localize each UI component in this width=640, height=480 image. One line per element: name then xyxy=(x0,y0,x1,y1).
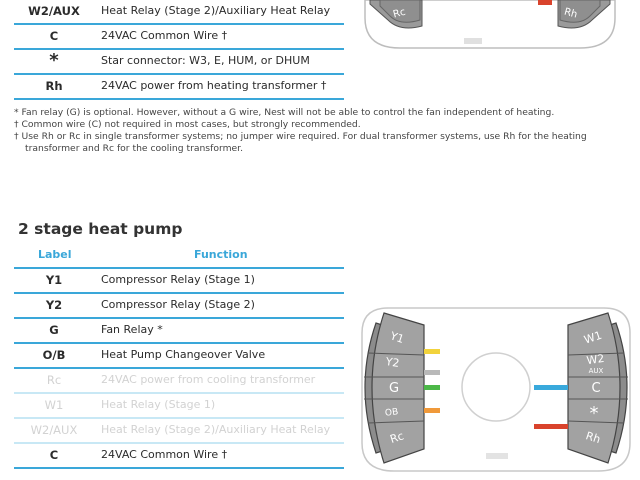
terminal-label-y1: Y1 xyxy=(388,329,406,346)
table-row xyxy=(14,50,344,75)
row-function: 24VAC Common Wire † xyxy=(101,448,228,461)
row-function: Heat Relay (Stage 2)/Auxiliary Heat Relay xyxy=(101,423,331,436)
top-wiring-table xyxy=(14,0,344,100)
heat-pump-wiring-table xyxy=(14,244,344,469)
row-label: Y1 xyxy=(45,273,63,287)
footnote: † Use Rh or Rc in single transformer systems; no jumper wire required. For dual transformer systems, use Rh for the heating xyxy=(14,131,587,142)
table-row xyxy=(14,319,344,344)
table-row-faded xyxy=(14,394,344,419)
section-title: 2 stage heat pump xyxy=(18,220,183,238)
row-label: G xyxy=(49,323,59,337)
row-function: 24VAC power from heating transformer † xyxy=(101,79,327,92)
wire-c xyxy=(534,385,568,390)
thermostat-base-diagram-top xyxy=(360,0,620,60)
terminal-label-rc: Rc xyxy=(391,6,407,21)
table-row xyxy=(14,0,344,25)
function-column-header: Function xyxy=(194,248,248,261)
row-function: Compressor Relay (Stage 2) xyxy=(101,298,255,311)
row-function: 24VAC Common Wire † xyxy=(101,29,228,42)
row-label: C xyxy=(49,29,59,43)
table-row-faded xyxy=(14,369,344,394)
row-function: Heat Pump Changeover Valve xyxy=(101,348,266,361)
footnote: † Common wire (C) not required in most cases, but strongly recommended. xyxy=(14,119,361,130)
table-row xyxy=(14,344,344,369)
terminal-sublabel-aux: AUX xyxy=(588,367,604,375)
terminal-label-y2: Y2 xyxy=(384,355,401,370)
row-label: * xyxy=(49,50,59,71)
row-function: 24VAC power from cooling transformer xyxy=(101,373,316,386)
row-function: Fan Relay * xyxy=(101,323,163,336)
star-icon: * xyxy=(589,403,599,424)
row-label: C xyxy=(49,448,59,462)
row-function: Compressor Relay (Stage 1) xyxy=(101,273,255,286)
left-terminal-block xyxy=(364,313,424,463)
table-header xyxy=(14,244,344,269)
row-label: Rc xyxy=(46,373,62,387)
row-label: O/B xyxy=(42,348,66,362)
label-column-header: Label xyxy=(38,248,72,261)
row-label: Rh xyxy=(45,79,63,93)
footnotes xyxy=(14,107,634,155)
terminal-label-w2: W2 xyxy=(585,351,606,368)
terminal-label-w1: W1 xyxy=(582,328,604,347)
thermostat-base-diagram xyxy=(358,303,634,475)
terminal-label-rh: Rh xyxy=(584,429,603,447)
row-label: W2/AUX xyxy=(28,4,80,18)
right-terminal-block xyxy=(568,313,628,463)
row-label: Y2 xyxy=(45,298,63,312)
row-function: Heat Relay (Stage 2)/Auxiliary Heat Relay xyxy=(101,4,331,17)
terminal-label-g: G xyxy=(388,381,400,396)
wire-ob xyxy=(424,408,440,413)
terminal-label-rc: Rc xyxy=(388,429,406,446)
footnote: transformer and Rc for the cooling transformer. xyxy=(25,143,244,154)
table-row xyxy=(14,294,344,319)
table-row xyxy=(14,75,344,100)
row-function: Heat Relay (Stage 1) xyxy=(101,398,216,411)
terminal-label-rh: Rh xyxy=(562,6,579,21)
row-label: W1 xyxy=(44,398,64,412)
wire-g xyxy=(424,385,440,390)
table-row xyxy=(14,269,344,294)
footnote: * Fan relay (G) is optional. However, without a G wire, Nest will not be able to control the fan independent of heating. xyxy=(14,107,555,118)
row-function: Star connector: W3, E, HUM, or DHUM xyxy=(101,54,310,67)
terminal-label-c: C xyxy=(591,381,601,396)
wire-rh xyxy=(534,424,568,429)
table-row xyxy=(14,444,344,469)
terminal-label-ob: OB xyxy=(384,407,399,419)
row-label: W2/AUX xyxy=(30,423,78,437)
table-row-faded xyxy=(14,419,344,444)
table-row xyxy=(14,25,344,50)
wire-y2 xyxy=(424,370,440,375)
wire-y1 xyxy=(424,349,440,354)
